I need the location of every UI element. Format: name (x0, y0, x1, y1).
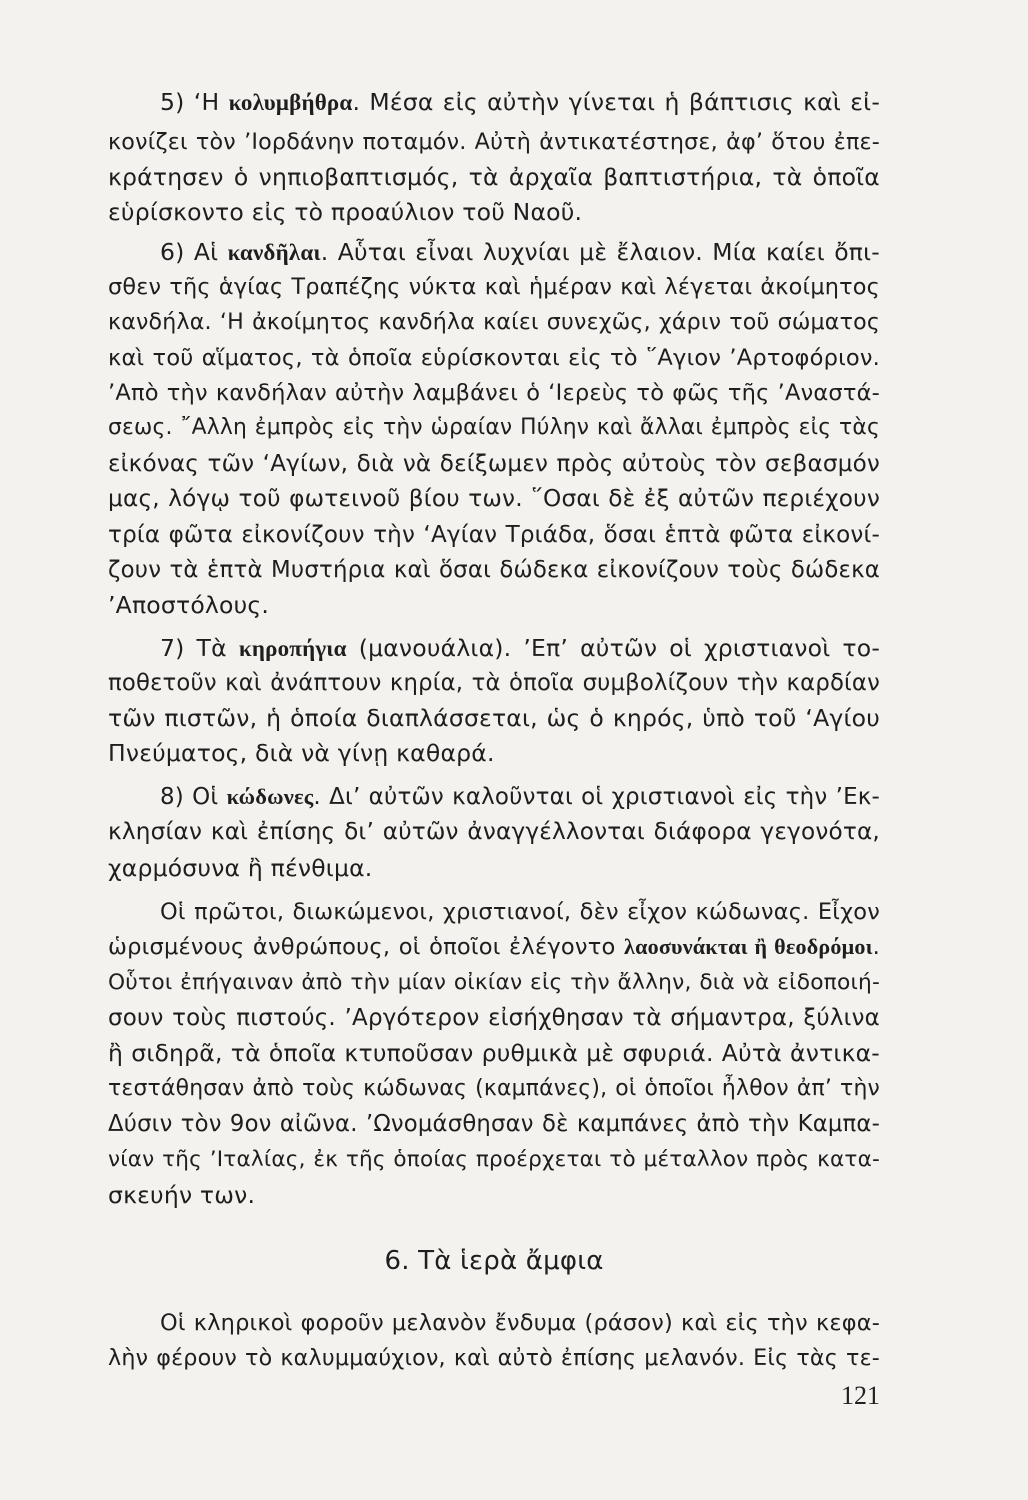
text-line: κανδήλα. ‘Η ἀκοίμητος κανδήλα καίει συνεχῶς, χάριν τοῦ σώματος (108, 309, 880, 335)
text-line: ποθετοῦν καὶ ἀνάπτουν κηρία, τὰ ὁποῖα συμβολίζουν τὴν καρδίαν (108, 670, 880, 696)
text-line: σουν τοὺς πιστούς. ’Αργότερον εἰσήχθησαν τὰ σήμαντρα, ξύλινα (108, 1005, 880, 1031)
text-line: 5) ‘Η κολυμβήθρα. Μέσα εἰς αὐτὴν γίνεται ἡ βάπτισις καὶ εἰ- (160, 88, 881, 116)
text-line: τρία φῶτα εἰκονίζουν τὴν ‘Αγίαν Τριάδα, ὅσαι ἑπτὰ φῶτα εἰκονί- (108, 522, 880, 548)
text-line: εὑρίσκοντο εἰς τὸ προαύλιον τοῦ Ναοῦ. (108, 198, 583, 226)
bold-term: κανδῆλαι (227, 240, 321, 265)
text-line: Δύσιν τὸν 9ον αἰῶνα. ’Ωνομάσθησαν δὲ καμπάνες ἀπὸ τὴν Καμπα- (108, 1111, 880, 1137)
text-line: 8) Οἱ κώδωνες. Δι’ αὐτῶν καλοῦνται οἱ χριστιανοὶ εἰς τὴν ’Εκ- (160, 784, 881, 810)
text-line: κράτησεν ὁ νηπιοβαπτισμός, τὰ ἀρχαῖα βαπτιστήρια, τὰ ὁποῖα (108, 163, 880, 191)
text-line: τῶν πιστῶν, ἡ ὁποία διαπλάσσεται, ὡς ὁ κηρός, ὑπὸ τοῦ ‘Αγίου (108, 704, 880, 732)
text-line: 6) Αἱ κανδῆλαι. Αὗται εἶναι λυχνίαι μὲ ἔλαιον. Μία καίει ὄπι- (160, 238, 880, 266)
bold-term: λαοσυνάκται ἢ θεοδρόμοι (624, 934, 873, 959)
text-line: ἢ σιδηρᾶ, τὰ ὁποῖα κτυποῦσαν ρυθμικὰ μὲ σφυριά. Αὐτὰ ἀντικα- (108, 1039, 880, 1067)
bold-term: κολυμβήθρα (228, 90, 353, 115)
text-line: κλησίαν καὶ ἐπίσης δι’ αὐτῶν ἀναγγέλλονται διάφορα γεγονότα, (108, 818, 880, 845)
text-line: ’Απὸ τὴν κανδήλαν αὐτὴν λαμβάνει ὁ ‘Ιερεὺς τὸ φῶς τῆς ’Αναστά- (108, 380, 880, 406)
text-line: εἰκόνας τῶν ‘Αγίων, διὰ νὰ δείξωμεν πρὸς αὐτοὺς τὸν σεβασμόν (108, 451, 880, 477)
text-line: σκευήν των. (108, 1181, 256, 1209)
text-line: Οἱ πρῶτοι, διωκώμενοι, χριστιανοί, δὲν εἶχον κώδωνας. Εἶχον (160, 899, 880, 925)
text-line: Οὗτοι ἐπήγαιναν ἀπὸ τὴν μίαν οἰκίαν εἰς τὴν ἄλλην, διὰ νὰ εἰδοποιή- (108, 970, 880, 995)
bold-term: κώδωνες (226, 784, 314, 809)
text-line: καὶ τοῦ αἵματος, τὰ ὁποῖα εὑρίσκονται εἰς τὸ ῞Αγιον ’Αρτοφόριον. (108, 345, 880, 371)
text-line: μας, λόγῳ τοῦ φωτεινοῦ βίου των. ῞Οσαι δὲ ἐξ αὐτῶν περιέχουν (108, 485, 880, 512)
text-line: κονίζει τὸν ’Ιορδάνην ποταμόν. Αὐτὴ ἀντικατέστησε, ἀφ’ ὅτου ἐπε- (108, 129, 880, 155)
text-line: λὴν φέρουν τὸ καλυμμαύχιον, καὶ αὐτὸ ἐπίσης μελανόν. Εἰς τὰς τε- (108, 1345, 880, 1371)
section-heading: 6. Τὰ ἱερὰ ἄμφια (384, 1246, 604, 1276)
text-line: ὡρισμένους ἀνθρώπους, οἱ ὁποῖοι ἐλέγοντο λαοσυνάκται ἢ θεοδρόμοι. (108, 934, 880, 960)
text-line: Πνεύματος, διὰ νὰ γίνῃ καθαρά. (108, 739, 495, 767)
text-line: νίαν τῆς ’Ιταλίας, ἐκ τῆς ὁποίας προέρχεται τὸ μέταλλον πρὸς κατα- (108, 1147, 880, 1172)
bold-term: κηροπήγια (238, 636, 347, 661)
text-line: τεστάθησαν ἀπὸ τοὺς κώδωνας (καμπάνες), οἱ ὁποῖοι ἦλθον ἀπ’ τὴν (108, 1076, 880, 1101)
text-line: σεως. ῎Αλλη ἐμπρὸς εἰς τὴν ὡραίαν Πύλην καὶ ἄλλαι ἐμπρὸς εἰς τὰς (108, 415, 880, 440)
text-line: ζουν τὰ ἑπτὰ Μυστήρια καὶ ὅσαι δώδεκα εἰκονίζουν τοὺς δώδεκα (108, 557, 880, 583)
text-line: 7) Τὰ κηροπήγια (μανουάλια). ’Επ’ αὐτῶν οἱ χριστιανοὶ το- (160, 634, 880, 662)
text-line: χαρμόσυνα ἢ πένθιμα. (108, 854, 373, 882)
page-number: 121 (841, 1381, 880, 1410)
text-line: Οἱ κληρικοὶ φοροῦν μελανὸν ἔνδυμα (ράσον) καὶ εἰς τὴν κεφα- (160, 1310, 880, 1336)
text-line: σθεν τῆς ἁγίας Τραπέζης νύκτα καὶ ἡμέραν καὶ λέγεται ἀκοίμητος (108, 274, 880, 300)
text-line: ’Αποστόλους. (108, 591, 270, 619)
